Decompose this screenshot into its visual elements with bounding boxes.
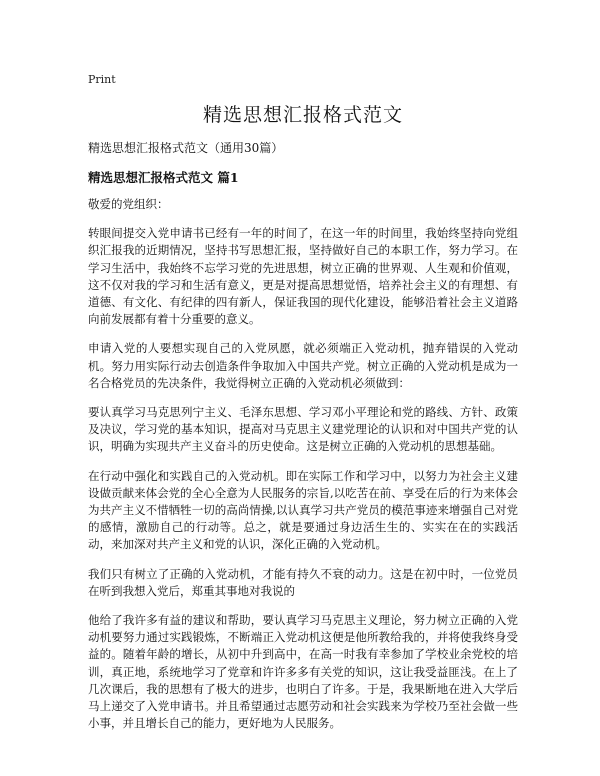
section-heading: 精选思想汇报格式范文 篇1: [88, 170, 239, 185]
print-link[interactable]: Print: [88, 73, 116, 86]
document-subtitle: 精选思想汇报格式范文（通用30篇）: [88, 141, 284, 155]
body-paragraph: 要认真学习马克思列宁主义、毛泽东思想、学习邓小平理论和党的路线、方针、政策及决议，学习党的基本知识，提高对马克思主义建党理论的认识和对中国共产党的认识，明确为实现共产主义奋斗的历史使命。这是树立正确的入党动机的思想基础。: [88, 405, 518, 454]
body-paragraph: 我们只有树立了正确的入党动机，才能有持久不衰的动力。这是在初中时，一位党员在听到我想入党后，郑重其事地对我说的: [88, 566, 518, 598]
body-paragraph: 转眼间提交入党申请书已经有一年的时间了，在这一年的时间里，我始终坚持向党组织汇报我的近期情况，坚持书写思想汇报，坚持做好自己的本职工作，努力学习。在学习生活中，我始终不忘学习党的先进思想，树立正确的世界观、人生观和价值观，这不仅对我的学习和生活有意义，更是对提高思想觉悟，培养社会主义的有理想、有道德、有文化、有纪律的四有新人，保证我国的现代化建设，能够沿着社会主义道路向前发展都有着十分重要的意义。: [88, 226, 518, 327]
document-page: [88, 68, 518, 732]
body-paragraph: 在行动中强化和实践自己的入党动机。即在实际工作和学习中，以努力为社会主义建设做贡献来体会党的全心全意为人民服务的宗旨,以吃苦在前、享受在后的行为来体会为共产主义不惜牺牲一切的高尚情操,以认真学习共产党员的模范事迹来增强自己对党的感情，激励自己的行动等。总之，就是要通过身边活生生的、实实在在的实践活动，来加深对共产主义和党的认识，深化正确的入党动机。: [88, 468, 518, 552]
document-title: 精选思想汇报格式范文: [202, 104, 403, 126]
salutation: 敬爱的党组织：: [88, 197, 169, 211]
body-paragraph: 申请入党的人要想实现自己的入党夙愿，就必须端正入党动机，抛弃错误的入党动机。努力用实际行动去创造条件争取加入中国共产党。树立正确的入党动机是成为一名合格党员的先决条件，我觉得树立正确的入党动机必须做到：: [88, 341, 518, 390]
body-paragraph: 他给了我许多有益的建议和帮助，要认真学习马克思主义理论，努力树立正确的入党动机要努力通过实践锻炼，不断端正入党动机这便是他所教给我的，并将使我终身受益的。随着年龄的增长，从初中升到高中，在高一时我有幸参加了学校业余党校的培训，真正地，系统地学习了党章和许许多多有关党的知识，这让我受益匪浅。在上了几次课后，我的思想有了极大的进步，也明白了许多。于是，我果断地在进入大学后马上递交了入党申请书。并且希望通过志愿劳动和社会实践来为学校乃至社会做一些小事，并且增长自己的能力，更好地为人民服务。: [88, 613, 518, 731]
